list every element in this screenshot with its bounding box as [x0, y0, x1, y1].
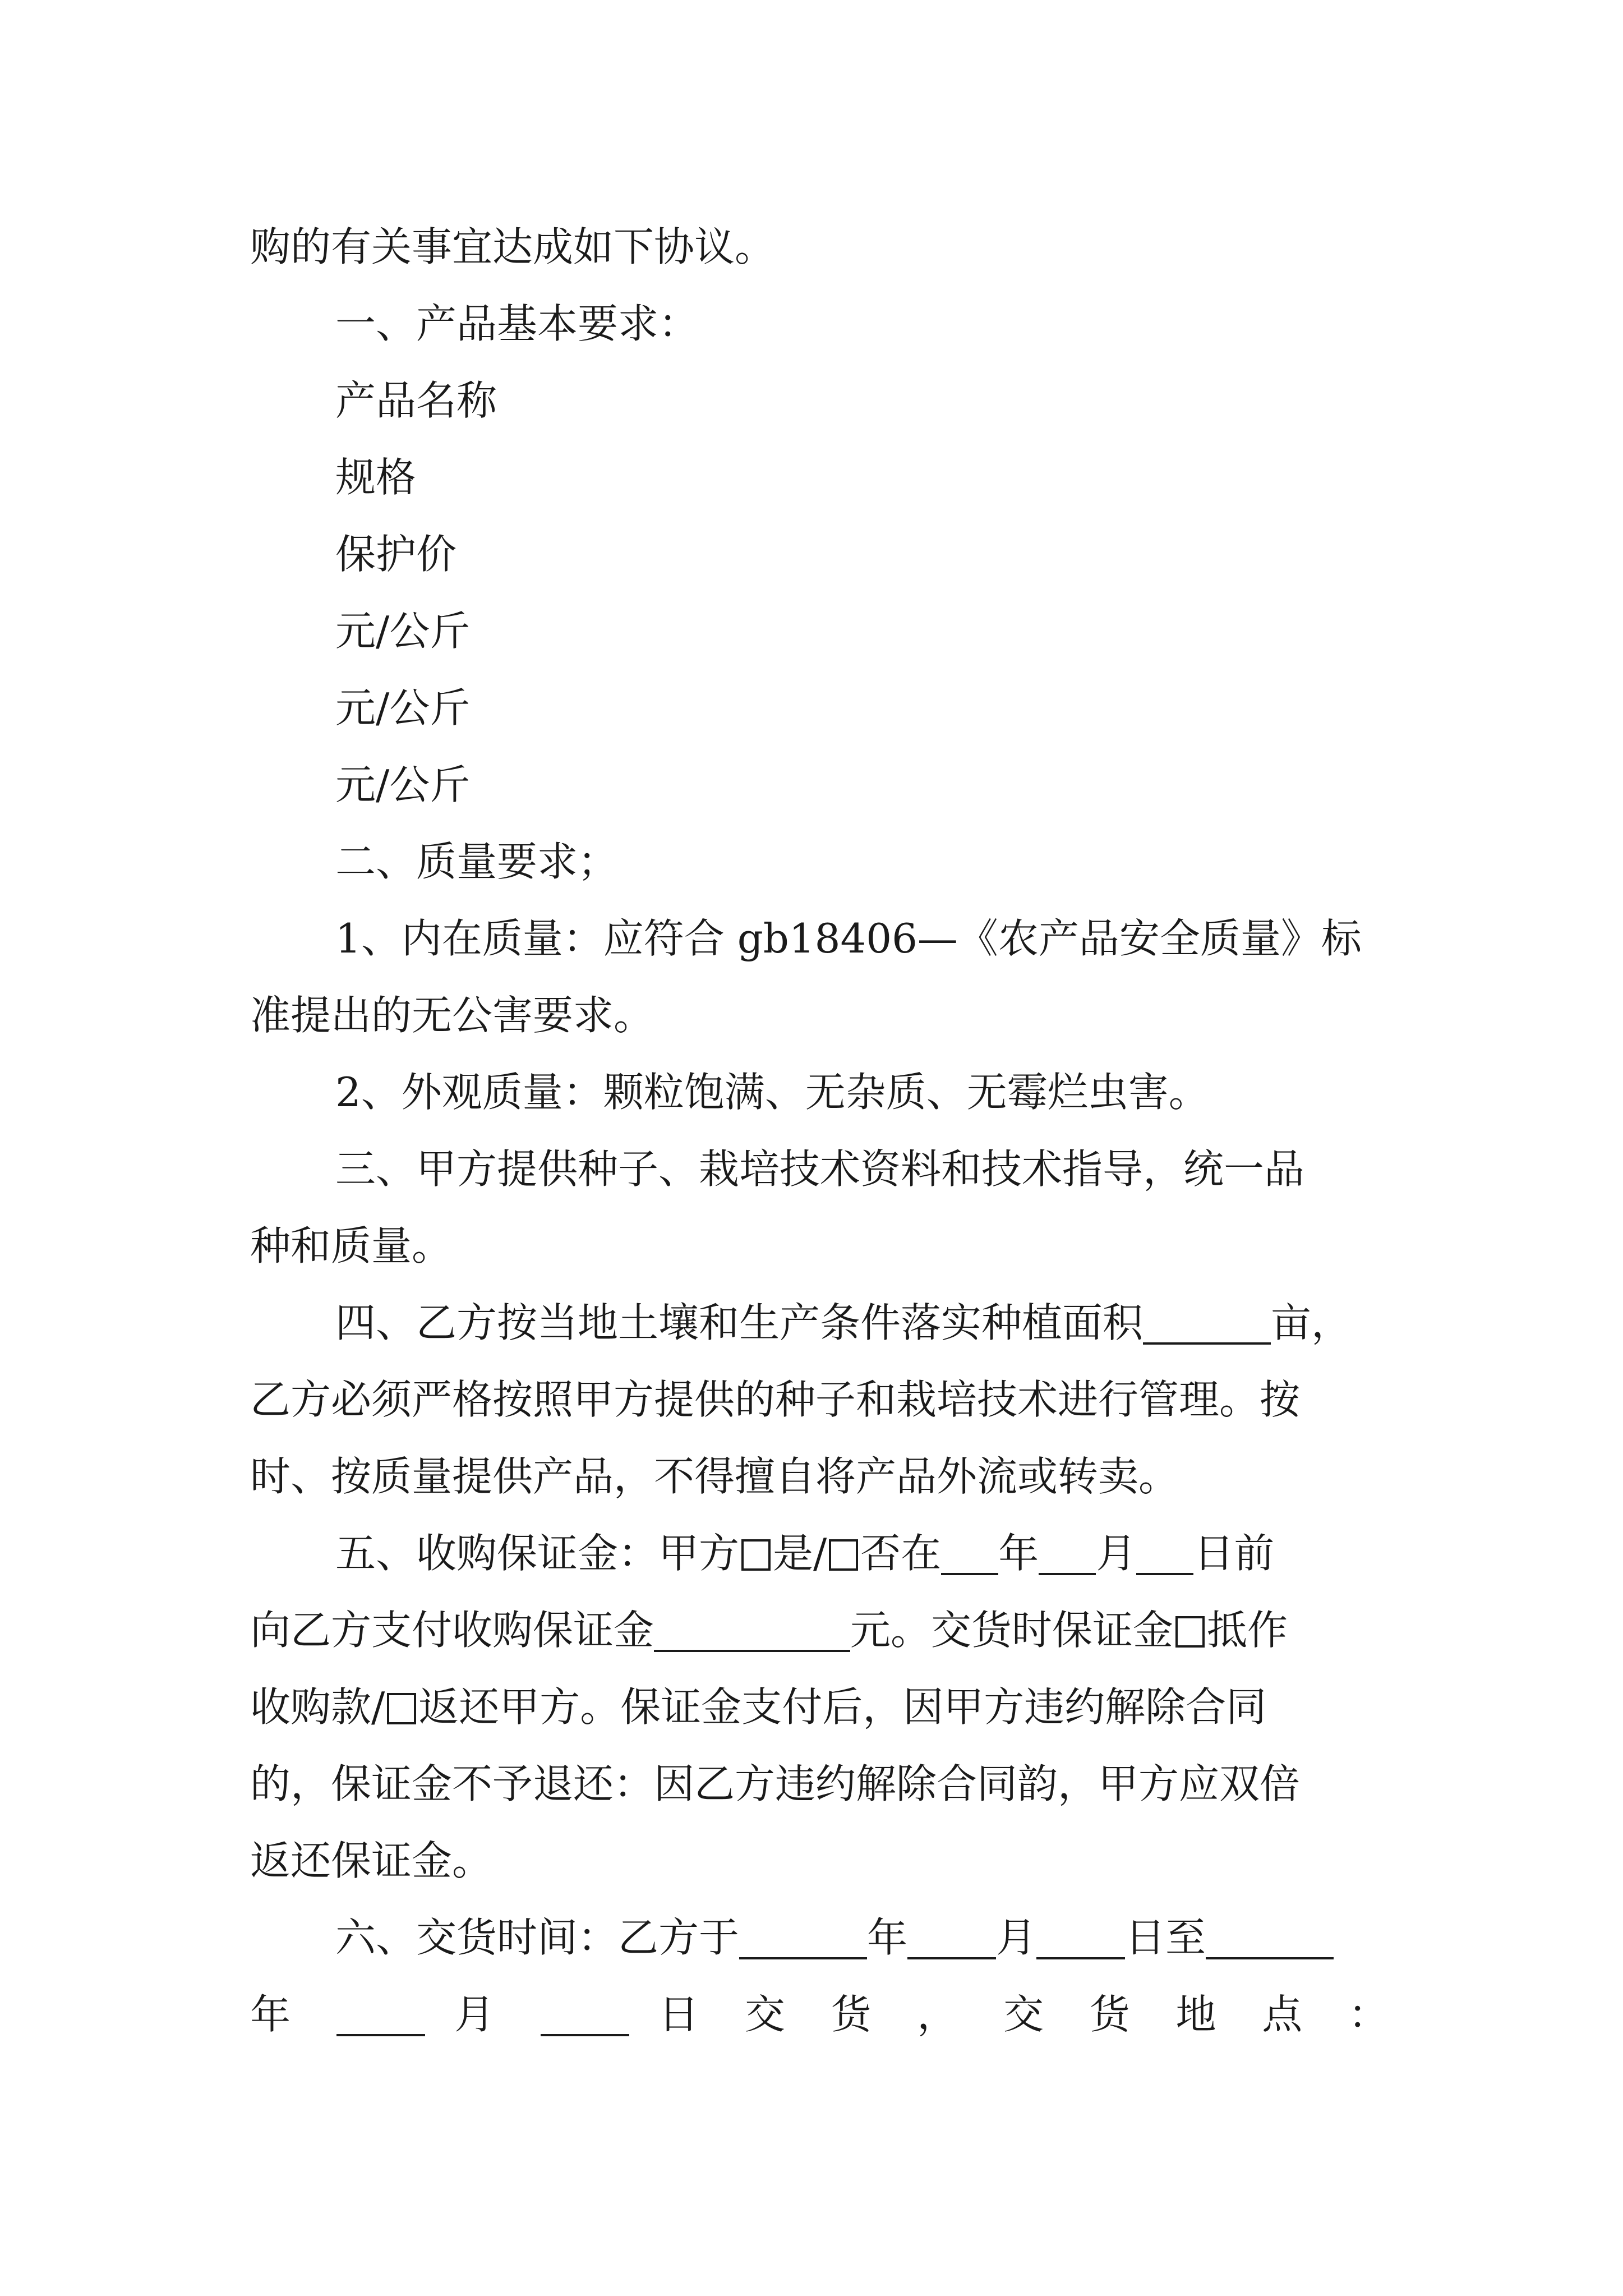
text-segment: 货: [831, 1991, 888, 2038]
text-line: 2、外观质量：颗粒饱满、无杂质、无霉烂虫害。: [335, 1069, 1209, 1116]
month-blank: [336, 1994, 425, 2036]
month-blank: [1039, 1533, 1096, 1575]
text-segment: 否在: [860, 1530, 942, 1577]
text-segment: 日至: [1125, 1914, 1206, 1961]
text-line: 购的有关事宜达成如下协议。: [250, 223, 776, 270]
text-segment: 年: [867, 1914, 908, 1961]
text-line: 元/公斤: [335, 608, 471, 655]
text-segment: 亩，: [1271, 1299, 1352, 1346]
checkbox-icon: [741, 1539, 771, 1571]
text-segment: ，: [917, 1991, 974, 2038]
clause-5-line-2: [250, 1592, 1389, 1669]
text-line: 时、按质量提供产品，不得擅自将产品外流或转卖。: [250, 1453, 1179, 1500]
area-blank: [1143, 1302, 1271, 1345]
text-line: 规格: [335, 454, 417, 501]
year-blank: [1206, 1917, 1334, 1959]
amount-blank: [654, 1609, 850, 1652]
text-line: 1、内在质量：应符合 gb18406—《农产品安全质量》标: [335, 915, 1362, 962]
text-segment: 年: [998, 1530, 1039, 1577]
checkbox-icon: [829, 1539, 858, 1571]
text-segment: ：: [1348, 1991, 1389, 2038]
text-segment: 日: [658, 1991, 716, 2038]
text-segment: 四、乙方按当地土壤和生产条件落实种植面积: [335, 1299, 1144, 1346]
text-line: 乙方必须严格按照甲方提供的种子和栽培技术进行管理。按: [250, 1376, 1301, 1423]
text-segment: 收购款/: [250, 1683, 385, 1731]
section-heading: 一、产品基本要求：: [335, 300, 699, 347]
section-heading: 二、质量要求；: [335, 838, 619, 885]
day-blank: [541, 1994, 629, 2036]
text-segment: 交: [744, 1991, 802, 2038]
year-blank: [941, 1533, 998, 1575]
text-segment: 五、收购保证金：甲方: [335, 1530, 740, 1577]
day-blank: [1036, 1917, 1125, 1959]
text-segment: 月: [996, 1914, 1037, 1961]
text-segment: 月: [1096, 1530, 1137, 1577]
text-line: 保护价: [335, 531, 457, 578]
text-segment: 地: [1175, 1991, 1233, 2038]
day-blank: [1136, 1533, 1193, 1575]
text-line: 三、甲方提供种子、栽培技术资料和技术指导，统一品: [335, 1145, 1305, 1193]
clause-6-line-2: [250, 1976, 1389, 2053]
text-segment: 元。交货时保证金: [850, 1607, 1174, 1654]
text-segment: 是/: [773, 1530, 827, 1577]
text-segment: 日前: [1193, 1530, 1275, 1577]
clause-5-line-3: [250, 1669, 1389, 1746]
text-line: 种和质量。: [250, 1222, 453, 1269]
text-line: 产品名称: [335, 377, 497, 424]
text-segment: 点: [1262, 1991, 1319, 2038]
text-line: 的，保证金不予退还：因乙方违约解除合同韵，甲方应双倍: [250, 1760, 1301, 1807]
clause-6-line: [250, 1899, 1389, 1976]
text-line: 元/公斤: [335, 684, 471, 731]
text-segment: 抵作: [1207, 1607, 1288, 1654]
checkbox-icon: [1175, 1616, 1205, 1648]
text-segment: 六、交货时间：乙方于: [335, 1914, 740, 1961]
month-blank: [907, 1917, 996, 1959]
clause-4-line: [250, 1285, 1389, 1361]
text-segment: 返还甲方。保证金支付后，因甲方违约解除合同: [418, 1683, 1267, 1731]
text-segment: 月: [454, 1991, 511, 2038]
text-segment: 货: [1089, 1991, 1147, 2038]
text-line: 准提出的无公害要求。: [250, 992, 654, 1039]
checkbox-icon: [387, 1693, 416, 1724]
text-line: 元/公斤: [335, 761, 471, 808]
clause-5-line: [250, 1515, 1389, 1592]
year-blank: [739, 1917, 867, 1959]
text-segment: 年: [250, 1991, 307, 2038]
text-segment: 向乙方支付收购保证金: [250, 1607, 654, 1654]
text-line: 返还保证金。: [250, 1837, 493, 1884]
document-page: [250, 209, 1389, 2053]
text-segment: 交: [1003, 1991, 1061, 2038]
